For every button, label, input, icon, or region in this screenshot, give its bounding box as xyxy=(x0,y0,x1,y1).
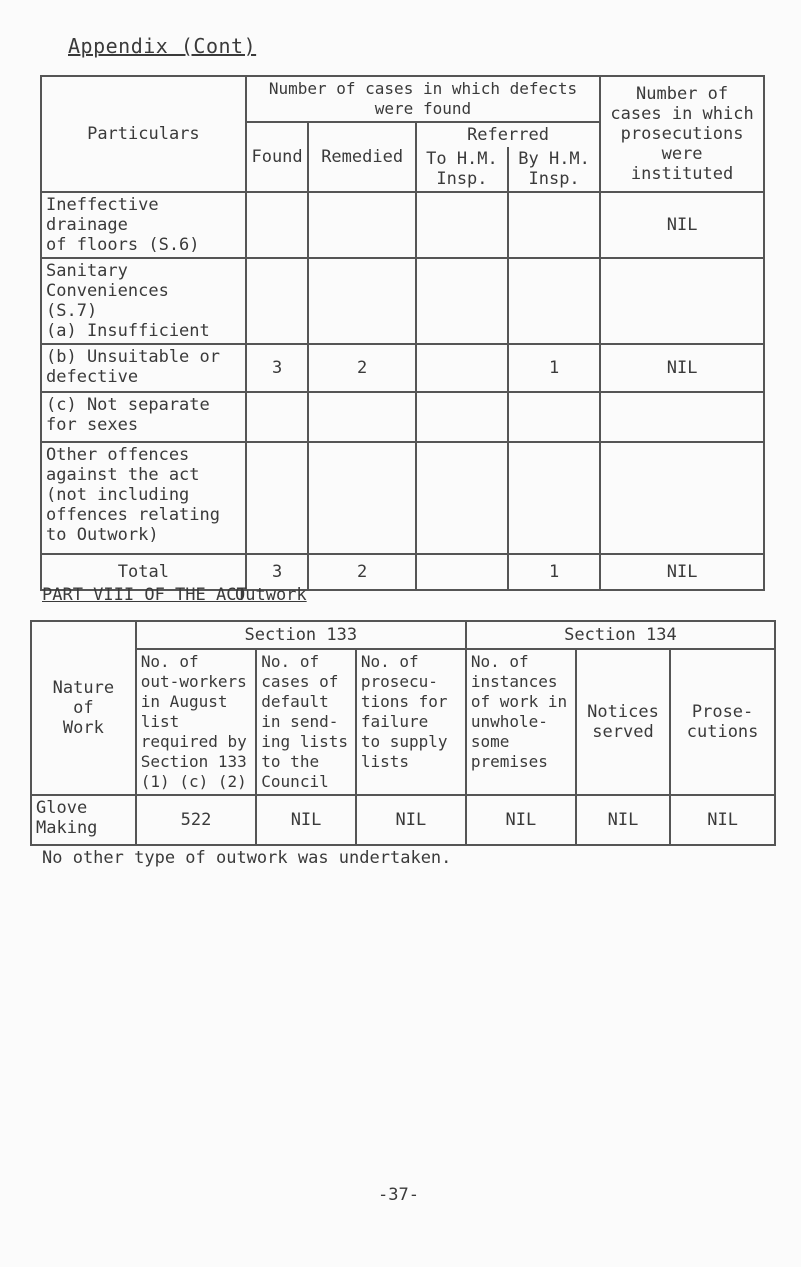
to-hm-insp-header: To H.M. Insp. xyxy=(417,147,509,191)
number-found-header: Number of cases in which defects were found xyxy=(246,76,600,122)
to-hm-cell xyxy=(416,442,508,554)
found-cell xyxy=(246,392,309,442)
particular-cell: Ineffective drainage of floors (S.6) xyxy=(41,192,246,258)
total-found: 3 xyxy=(246,554,309,590)
to-hm-cell xyxy=(416,344,508,392)
prosecutions-cell xyxy=(600,442,764,554)
to-hm-cell xyxy=(416,392,508,442)
table-row xyxy=(41,192,764,258)
prosecutions-cell xyxy=(600,258,764,344)
prosecutions133-header: No. of prosecu- tions for failure to supply lists xyxy=(356,649,466,795)
by-hm-insp-header: By H.M. Insp. xyxy=(518,149,590,189)
outwork-table xyxy=(30,620,776,846)
prosecutions133-cell: NIL xyxy=(356,795,466,845)
total-remedied: 2 xyxy=(308,554,415,590)
particular-cell: (b) Unsuitable or defective xyxy=(41,344,246,392)
prosecutions-cell: NIL xyxy=(600,192,764,258)
remedied-header: Remedied xyxy=(308,122,415,192)
prosecutions-header: Number of cases in which prosecutions were instituted xyxy=(600,76,764,192)
prosecutions134-cell: NIL xyxy=(670,795,775,845)
found-header: Found xyxy=(246,122,309,192)
prosecutions134-header: Prose- cutions xyxy=(670,649,775,795)
remedied-cell: 2 xyxy=(308,344,415,392)
by-hm-cell xyxy=(508,442,600,554)
outworkers-cell: 522 xyxy=(136,795,257,845)
nature-cell: Glove Making xyxy=(31,795,136,845)
remedied-cell xyxy=(308,258,415,344)
notices-header: Notices served xyxy=(576,649,670,795)
prosecutions-cell: NIL xyxy=(600,344,764,392)
table-row xyxy=(31,795,775,845)
particular-cell: (c) Not separate for sexes xyxy=(41,392,246,442)
remedied-cell xyxy=(308,442,415,554)
instances-header: No. of instances of work in unwhole- some premises xyxy=(466,649,576,795)
total-label: Total xyxy=(41,554,246,590)
particular-cell: Sanitary Conveniences (S.7) (a) Insufficient xyxy=(41,258,246,344)
particulars-header: Particulars xyxy=(41,76,246,192)
table-row xyxy=(41,442,764,554)
remedied-cell xyxy=(308,192,415,258)
table-row xyxy=(41,344,764,392)
by-hm-cell xyxy=(508,392,600,442)
part-title: PART VIII OF THE ACT xyxy=(42,585,247,605)
remedied-cell xyxy=(308,392,415,442)
found-cell xyxy=(246,258,309,344)
footnote: No other type of outwork was undertaken. xyxy=(42,848,452,868)
section133-header: Section 133 xyxy=(136,621,466,649)
default-header: No. of cases of default in send- ing lists to the Council xyxy=(256,649,356,795)
instances-cell: NIL xyxy=(466,795,576,845)
total-by-hm: 1 xyxy=(508,554,600,590)
found-cell xyxy=(246,192,309,258)
to-hm-cell xyxy=(416,192,508,258)
prosecutions-cell xyxy=(600,392,764,442)
part-subtitle: Outwork xyxy=(235,585,307,605)
outworkers-header: No. of out-workers in August list required by Section 133 (1) (c) (2) xyxy=(136,649,257,795)
by-hm-cell xyxy=(508,192,600,258)
defects-table xyxy=(40,75,765,591)
particular-cell: Other offences against the act (not including offences relating to Outwork) xyxy=(41,442,246,554)
to-hm-cell xyxy=(416,258,508,344)
table-row xyxy=(41,392,764,442)
found-cell xyxy=(246,442,309,554)
page-number: -37- xyxy=(378,1185,419,1205)
page-title: Appendix (Cont) xyxy=(68,34,257,58)
by-hm-cell: 1 xyxy=(508,344,600,392)
by-hm-cell xyxy=(508,258,600,344)
notices-cell: NIL xyxy=(576,795,670,845)
total-prosecutions: NIL xyxy=(600,554,764,590)
section134-header: Section 134 xyxy=(466,621,775,649)
default-cell: NIL xyxy=(256,795,356,845)
nature-header: Nature of Work xyxy=(31,621,136,795)
table-row xyxy=(41,258,764,344)
referred-header xyxy=(416,122,600,192)
referred-label: Referred xyxy=(467,125,549,145)
total-to-hm xyxy=(416,554,508,590)
found-cell: 3 xyxy=(246,344,309,392)
